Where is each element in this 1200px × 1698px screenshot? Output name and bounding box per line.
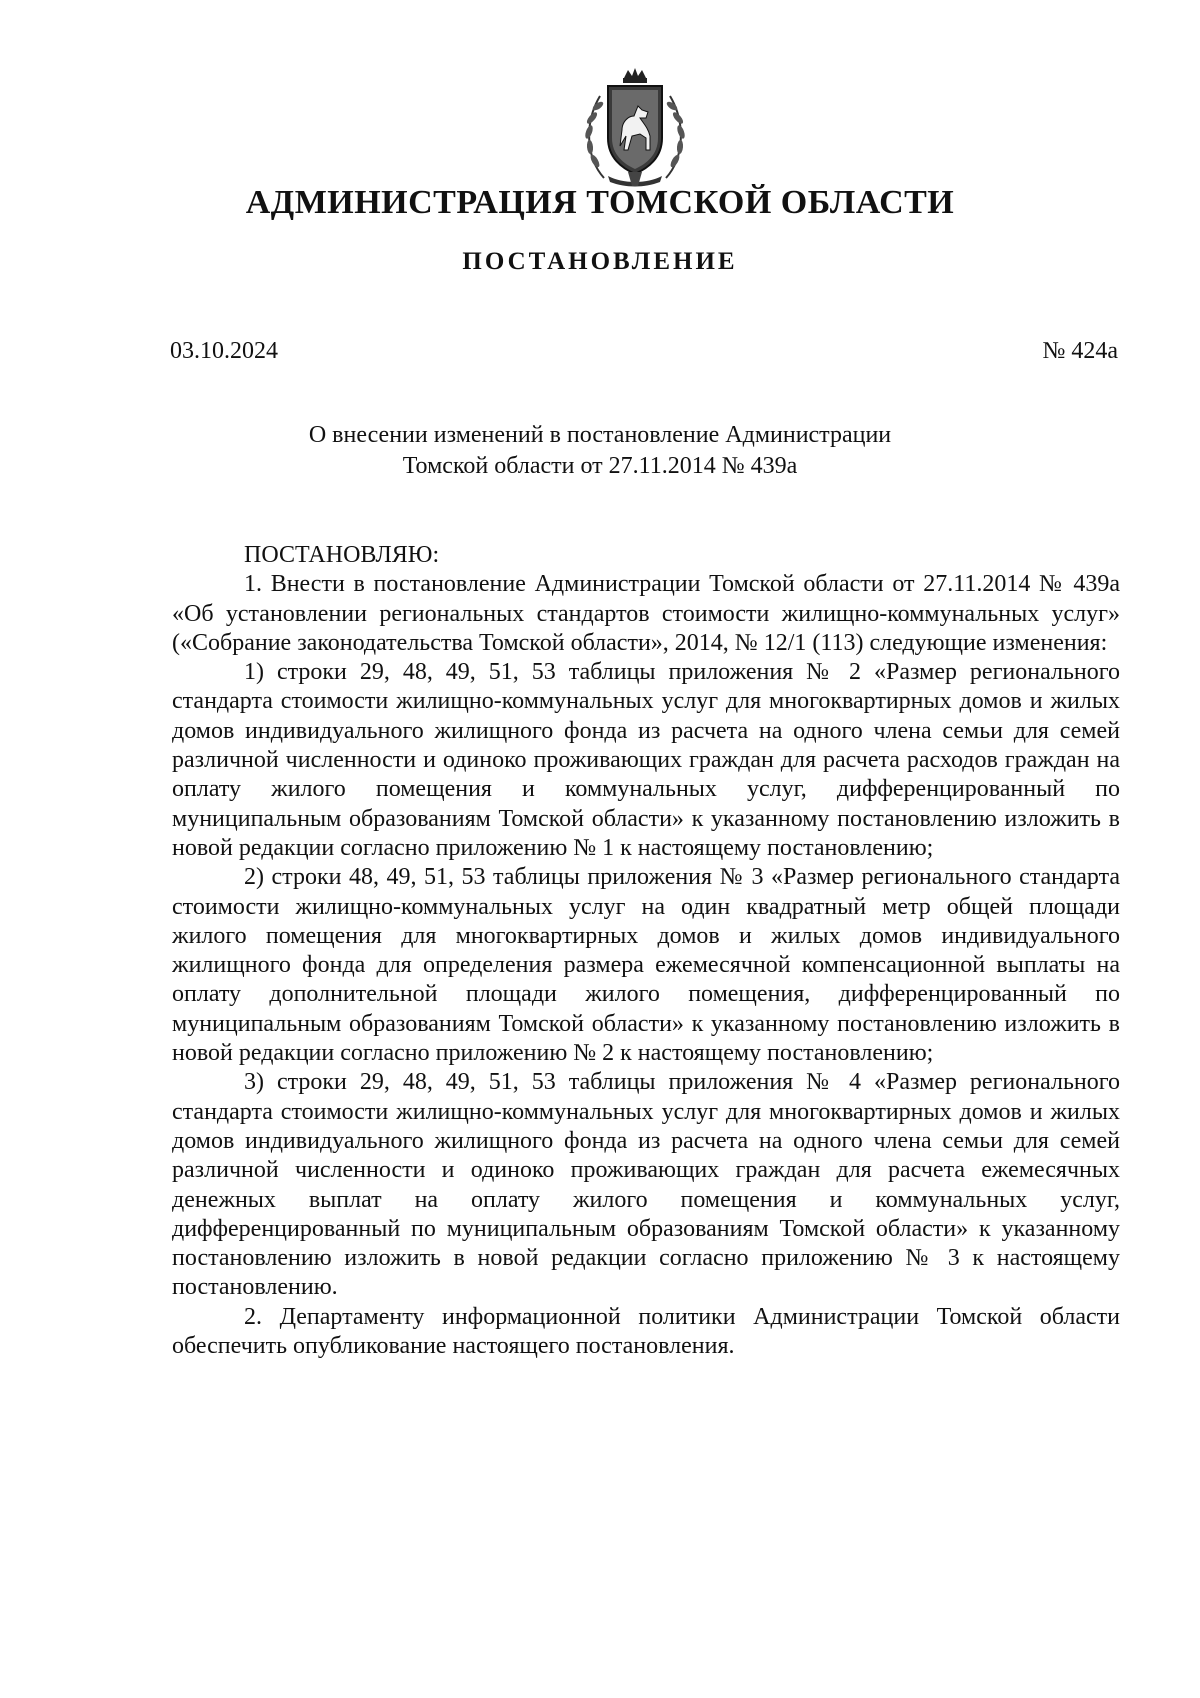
- paragraph-1-item-3: 3) строки 29, 48, 49, 51, 53 таблицы приложения № 4 «Размер регионального стандарта стоимости жилищно-коммунальных услуг для многоквартирных домов и жилых домов индивидуального жилищного фонда из расчета на одного члена семьи для семей различной численности и одиноко проживающих граждан для расчета ежемесячных денежных выплат на оплату жилого помещения и коммунальных услуг, дифференцированный по муниципальным образованиям Томской области» к указанному постановлению изложить в новой редакции согласно приложению № 3 к настоящему постановлению.: [172, 1069, 1120, 1301]
- document-date: 03.10.2024: [170, 338, 278, 364]
- document-subject: [0, 420, 1200, 482]
- decree-heading: ПОСТАНОВЛЯЮ:: [244, 542, 440, 568]
- subject-line-1: О внесении изменений в постановление Администрации: [308, 422, 892, 448]
- document-body: [172, 541, 1120, 1361]
- organization-title: АДМИНИСТРАЦИЯ ТОМСКОЙ ОБЛАСТИ: [245, 184, 955, 221]
- paragraph-1: 1. Внести в постановление Администрации Томской области от 27.11.2014 № 439а «Об установлении региональных стандартов стоимости жилищно-коммунальных услуг» («Собрание законодательства Томской области», 2014, № 12/1 (113) следующие изменения:: [172, 571, 1120, 656]
- document-number: № 424а: [1042, 338, 1118, 364]
- coat-of-arms-icon: [578, 68, 692, 190]
- document-type-title: ПОСТАНОВЛЕНИЕ: [462, 248, 738, 275]
- paragraph-1-item-2: 2) строки 48, 49, 51, 53 таблицы приложения № 3 «Размер регионального стандарта стоимости жилищно-коммунальных услуг на один квадратный метр общей площади жилого помещения для многоквартирных домов и жилых домов индивидуального жилищного фонда для определения размера ежемесячной компенсационной выплаты на оплату дополнительной площади жилого помещения, дифференцированный по муниципальным образованиям Томской области» к указанному постановлению изложить в новой редакции согласно приложению № 2 к настоящему постановлению;: [172, 864, 1120, 1067]
- paragraph-2: 2. Департаменту информационной политики Администрации Томской области обеспечить опубликование настоящего постановления.: [172, 1303, 1120, 1360]
- subject-line-2: Томской области от 27.11.2014 № 439а: [402, 453, 798, 479]
- paragraph-1-item-1: 1) строки 29, 48, 49, 51, 53 таблицы приложения № 2 «Размер регионального стандарта стоимости жилищно-коммунальных услуг для многоквартирных домов и жилых домов индивидуального жилищного фонда из расчета на одного члена семьи для семей различной численности и одиноко проживающих граждан для расчета расходов граждан на оплату жилого помещения и коммунальных услуг, дифференцированный по муниципальным образованиям Томской области» к указанному постановлению изложить в новой редакции согласно приложению № 1 к настоящему постановлению;: [172, 659, 1120, 861]
